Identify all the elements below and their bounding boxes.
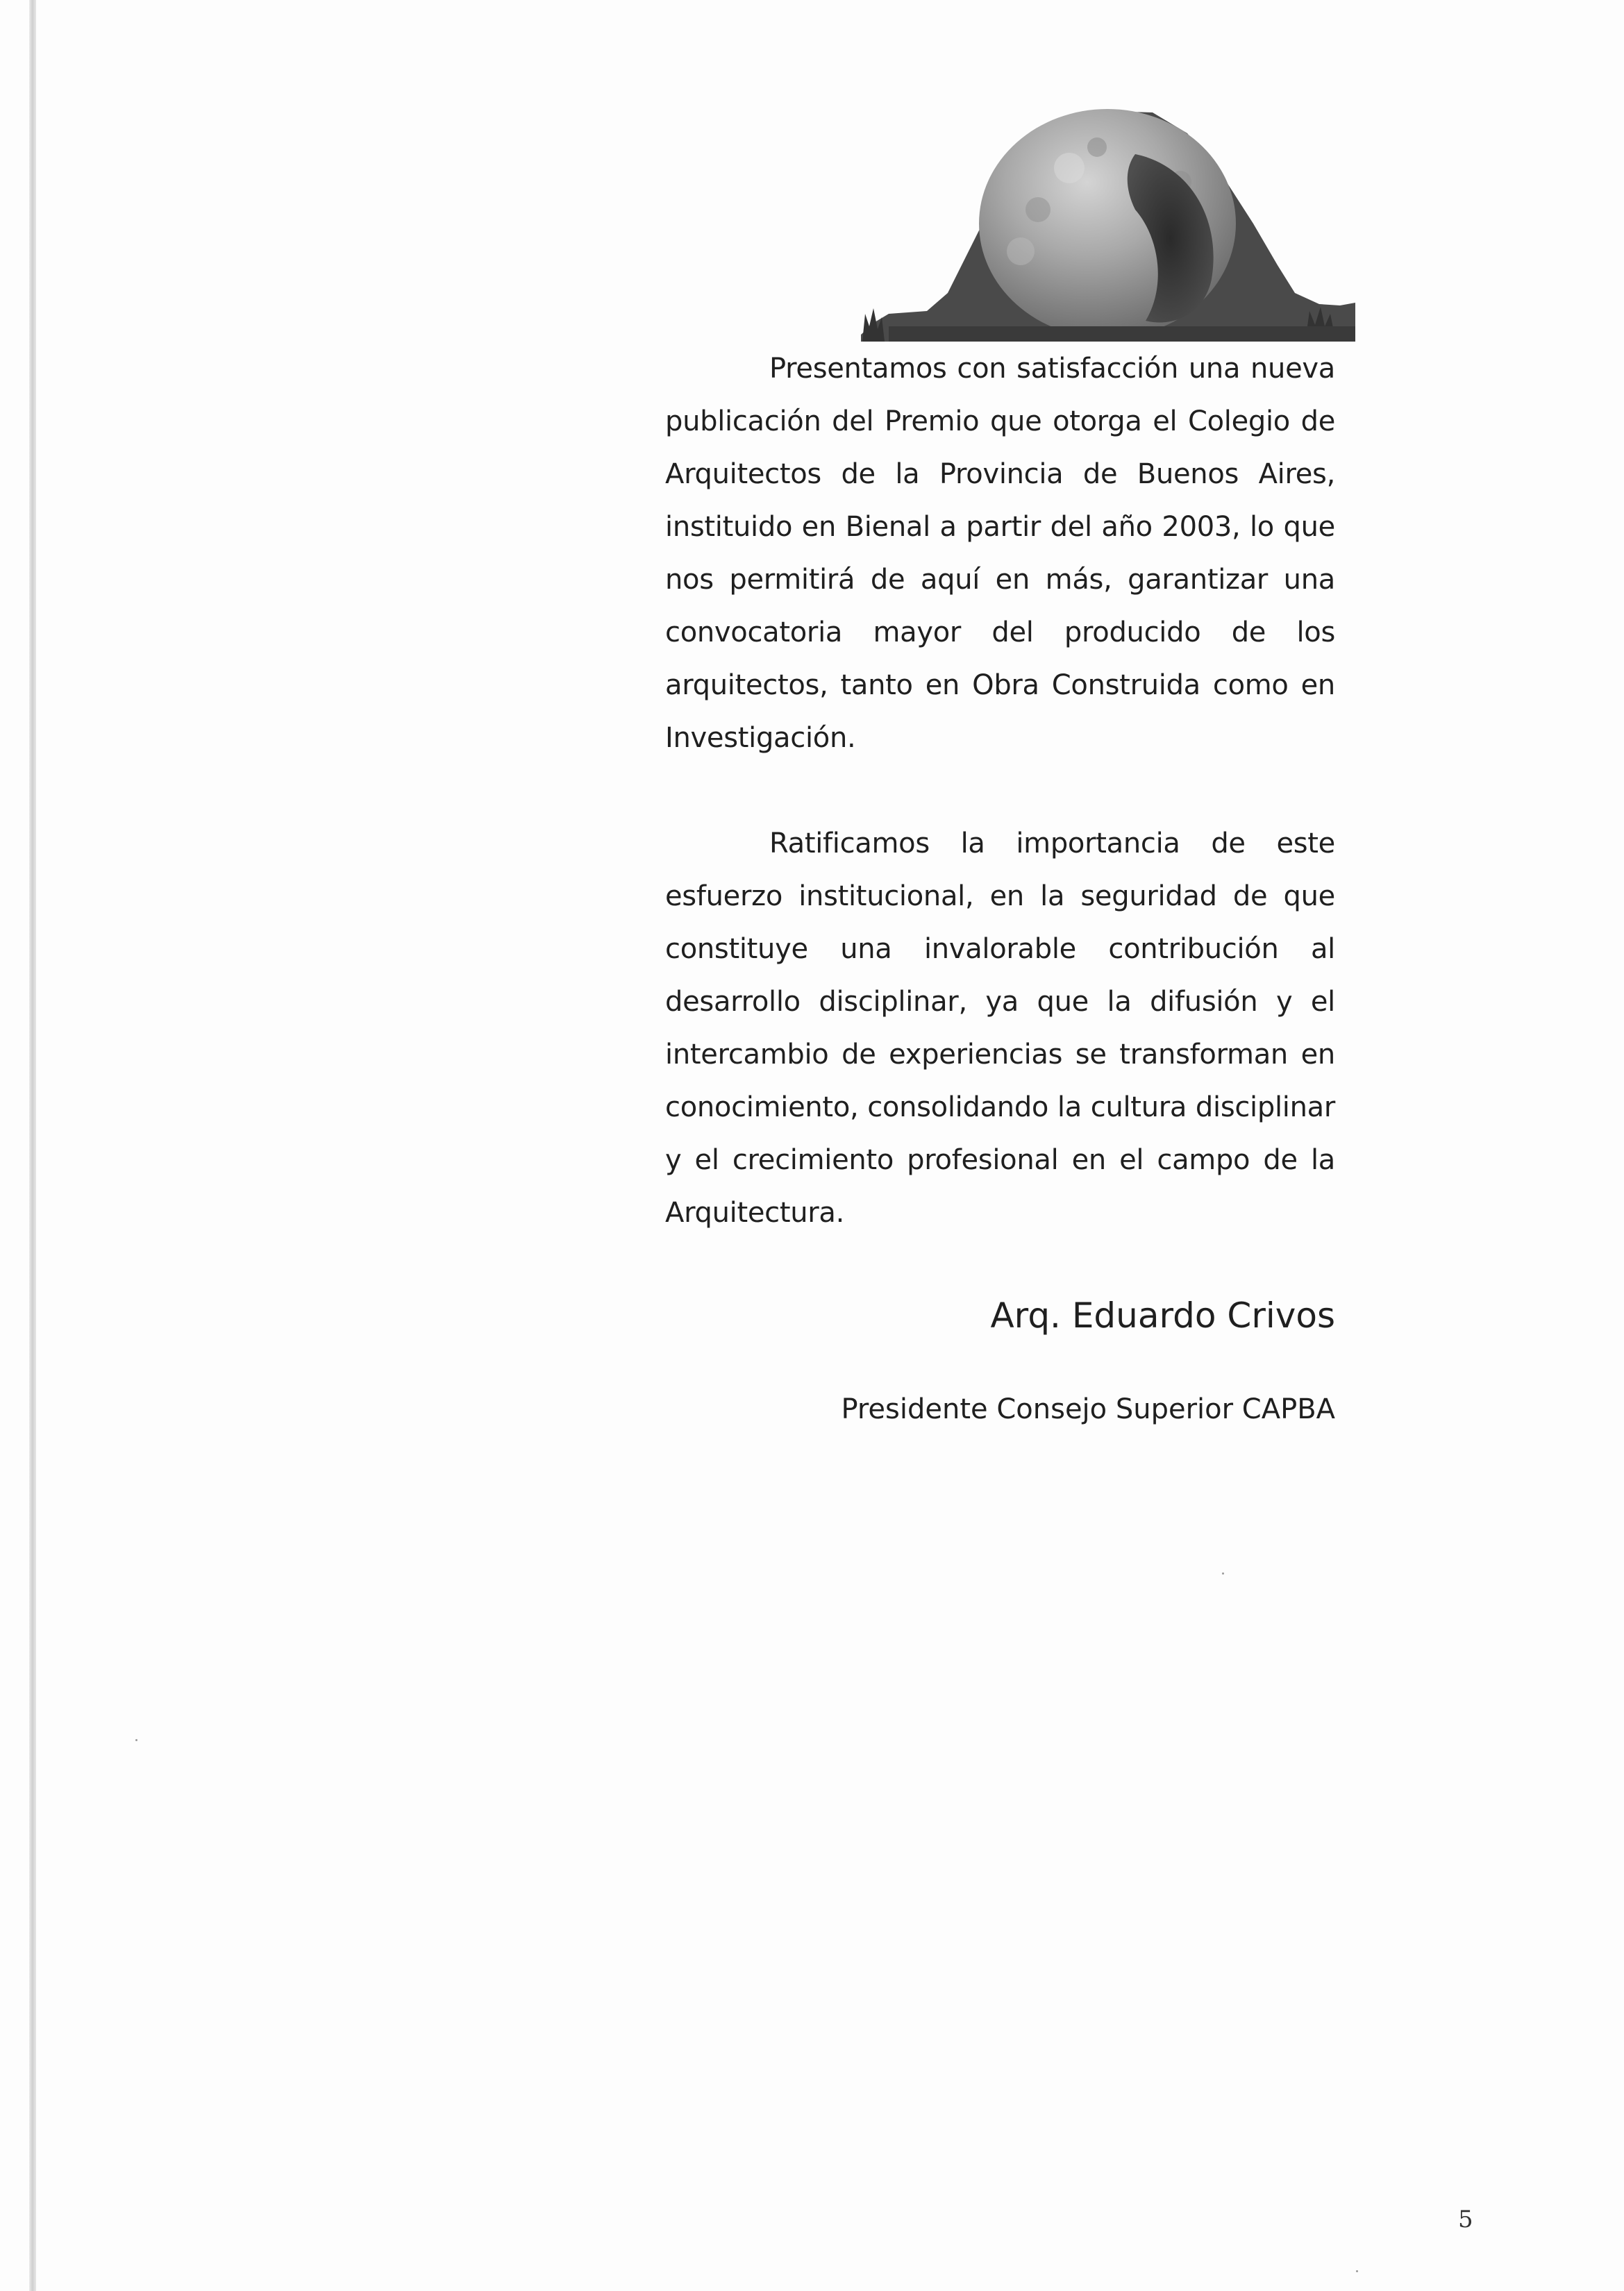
signature-name: Arq. Eduardo Crivos — [990, 1295, 1335, 1336]
dust-speck — [1222, 1572, 1224, 1575]
dust-speck — [1356, 2270, 1358, 2272]
introduction-text — [665, 342, 1335, 1239]
page-number: 5 — [1458, 2206, 1473, 2233]
signature-role: Presidente Consejo Superior CAPBA — [841, 1393, 1335, 1425]
binding-edge — [29, 0, 36, 2291]
paragraph-1: Presentamos con satisfacción una nueva publicación del Premio que otorga el Colegio de Arquitectos de la Provincia de Buenos Aires, instituido en Bienal a partir del año 2003, lo que nos permitirá de aquí en más, garantizar una convocatoria mayor del producido de los arquitectos, tanto en Obra Construida como en Investigación. — [665, 353, 1335, 754]
stone-sculpture-photo — [861, 106, 1355, 342]
dust-speck — [135, 1739, 137, 1741]
paragraph-2: Ratificamos la importancia de este esfuerzo institucional, en la seguridad de que constituye una invalorable contribución al desarrollo disciplinar, ya que la difusión y el intercambio de experiencias se transforman en conocimiento, consolidando la cultura disciplinar y el crecimiento profesional en el campo de la Arquitectura. — [665, 828, 1335, 1229]
